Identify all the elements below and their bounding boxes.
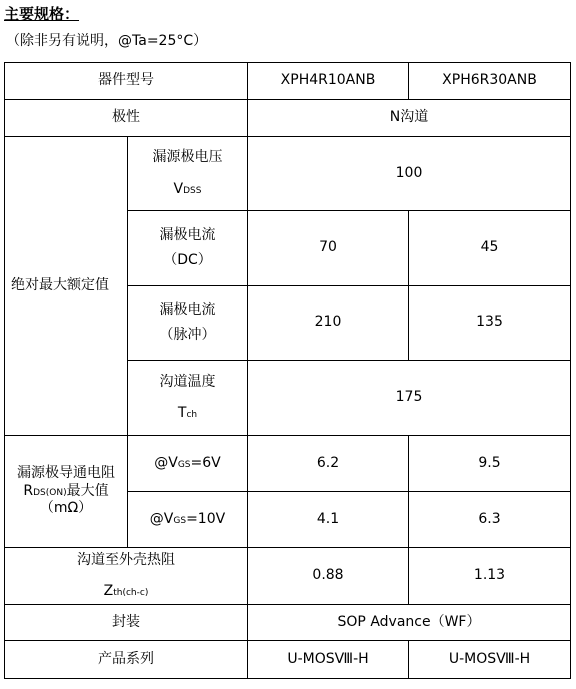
vdss-symbol: VDSS [173, 180, 202, 197]
id-pulse-value-a: 210 [248, 286, 409, 361]
id-pulse-qualifier: （脉冲） [159, 327, 216, 343]
thermal-symbol: Zth(ch-c) [103, 583, 149, 599]
tch-value: 175 [248, 361, 571, 436]
id-dc-value-b: 45 [409, 211, 571, 286]
thermal-value-a: 0.88 [248, 548, 409, 605]
tch-param [128, 361, 248, 436]
series-value-b: U-MOSⅧ-H [409, 641, 571, 679]
tch-symbol: Tch [177, 405, 198, 421]
table-row-rds-6v [5, 436, 571, 492]
rds-label-line3: （mΩ） [39, 500, 93, 517]
table-row-thermal [5, 548, 571, 605]
rds-10v-value-b: 6.3 [409, 492, 571, 548]
table-row-polarity [5, 100, 571, 137]
thermal-name: 沟道至外壳热阻 [77, 551, 175, 568]
id-pulse-value-b: 135 [409, 286, 571, 361]
table-row-vdss [5, 137, 571, 211]
rds-label [5, 436, 128, 548]
vdss-name: 漏源极电压 [152, 149, 223, 165]
model-a-header: XPH4R10ANB [248, 63, 409, 100]
vdss-value: 100 [248, 137, 571, 211]
id-dc-value-a: 70 [248, 211, 409, 286]
id-pulse-param [128, 286, 248, 361]
rds-label-line2: RDS(ON)最大值 [23, 482, 109, 499]
thermal-value-b: 1.13 [409, 548, 571, 605]
package-value: SOP Advance（WF） [248, 605, 571, 641]
vdss-param [128, 137, 248, 211]
id-dc-qualifier: （DC） [163, 252, 212, 268]
rds-label-line1: 漏源极导通电阻 [17, 465, 115, 482]
series-value-a: U-MOSⅧ-H [248, 641, 409, 679]
table-row-series [5, 641, 571, 679]
conditions-note: （除非另有说明，@Ta=25°C） [6, 33, 208, 49]
thermal-param [5, 548, 248, 605]
rds-10v-value-a: 4.1 [248, 492, 409, 548]
tch-name: 沟道温度 [159, 373, 216, 390]
spec-table [4, 62, 571, 679]
table-row-package [5, 605, 571, 641]
rds-6v-condition: @VGS=6V [128, 436, 248, 492]
rds-6v-value-b: 9.5 [409, 436, 571, 492]
table-row-header [5, 63, 571, 100]
polarity-label: 极性 [5, 100, 248, 137]
id-dc-param [128, 211, 248, 286]
abs-max-label: 绝对最大额定值 [5, 137, 128, 436]
polarity-value: N沟道 [248, 100, 571, 137]
package-label: 封装 [5, 605, 248, 641]
rds-10v-condition: @VGS=10V [128, 492, 248, 548]
rds-6v-value-a: 6.2 [248, 436, 409, 492]
series-label: 产品系列 [5, 641, 248, 679]
id-dc-name: 漏极电流 [159, 226, 216, 243]
device-model-label: 器件型号 [5, 63, 248, 100]
model-b-header: XPH6R30ANB [409, 63, 571, 100]
page-heading: 主要规格： [4, 5, 80, 23]
id-pulse-name: 漏极电流 [159, 301, 216, 318]
